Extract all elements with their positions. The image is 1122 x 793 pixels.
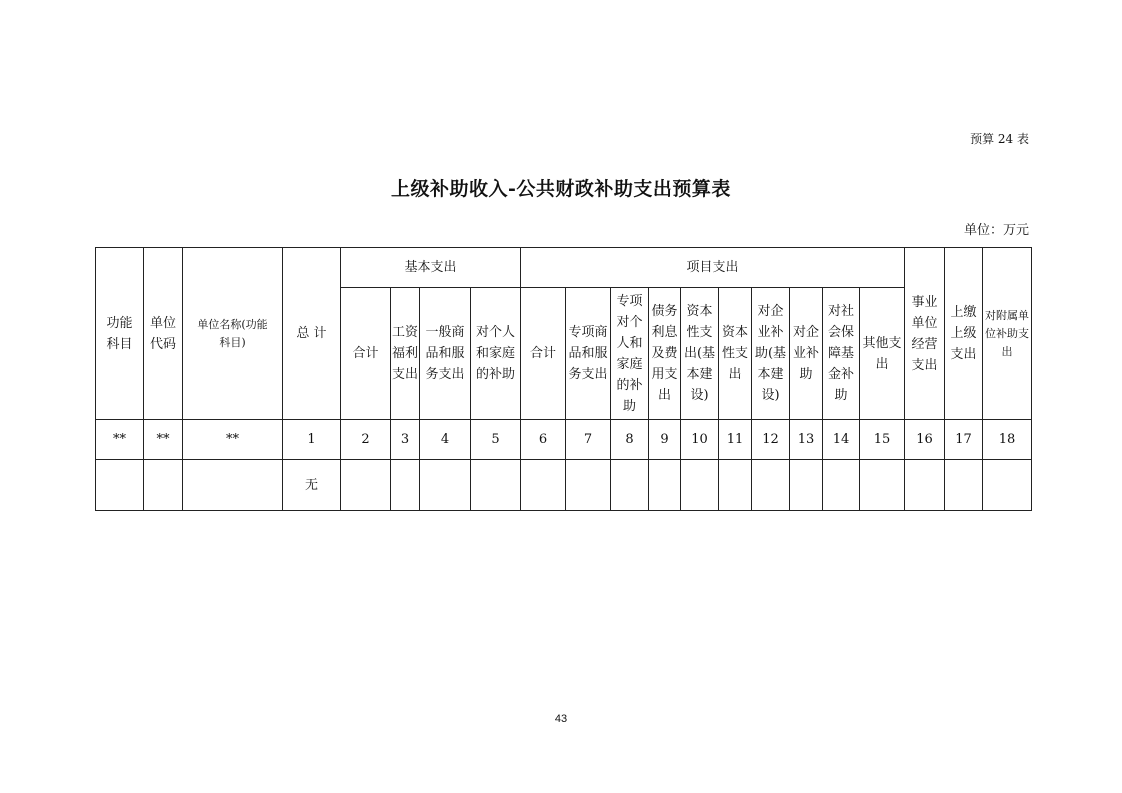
header-basic-wages: 工资福利支出: [391, 288, 420, 420]
index-cell: **: [183, 420, 283, 460]
header-project-enterprise-construction: 对企业补助(基本建设): [752, 288, 790, 420]
index-cell: 15: [860, 420, 905, 460]
data-cell: [341, 460, 391, 511]
header-project-capital: 资本性支出: [719, 288, 752, 420]
index-cell: 5: [471, 420, 521, 460]
index-cell: 14: [823, 420, 860, 460]
index-cell: 6: [521, 420, 566, 460]
header-basic-to-individuals: 对个人和家庭的补助: [471, 288, 521, 420]
data-cell: [183, 460, 283, 511]
index-cell: 2: [341, 420, 391, 460]
budget-table: [95, 247, 1032, 511]
index-cell: 18: [983, 420, 1032, 460]
unit-label: 单位：万元: [963, 223, 1029, 238]
data-cell: [905, 460, 945, 511]
header-total: 总 计: [283, 248, 341, 420]
data-cell: [96, 460, 144, 511]
data-cell: [471, 460, 521, 511]
index-row: [96, 420, 1032, 460]
data-cell: [681, 460, 719, 511]
index-cell: 1: [283, 420, 341, 460]
header-basic-group: 基本支出: [341, 248, 521, 288]
data-cell-total: 无: [283, 460, 341, 511]
index-cell: 11: [719, 420, 752, 460]
header-project-other: 其他支出: [860, 288, 905, 420]
header-row-groups: [96, 248, 1032, 288]
index-cell: 4: [420, 420, 471, 460]
header-operating: 事业单位经营支出: [905, 248, 945, 420]
index-cell: 17: [945, 420, 983, 460]
data-cell: [860, 460, 905, 511]
index-cell: 13: [790, 420, 823, 460]
data-cell: [420, 460, 471, 511]
header-project-group: 项目支出: [521, 248, 905, 288]
header-project-subtotal: 合计: [521, 288, 566, 420]
header-project-capital-construction: 资本性支出(基本建设): [681, 288, 719, 420]
data-cell: [611, 460, 649, 511]
index-cell: 8: [611, 420, 649, 460]
data-cell: [719, 460, 752, 511]
data-cell: [521, 460, 566, 511]
form-number: 预算 24 表: [970, 132, 1029, 146]
data-cell: [649, 460, 681, 511]
index-cell: 12: [752, 420, 790, 460]
header-unit-code: 单位代码: [144, 248, 183, 420]
header-basic-subtotal: 合计: [341, 288, 391, 420]
data-cell: [144, 460, 183, 511]
header-unit-name: 单位名称(功能科目): [183, 248, 283, 420]
page-title: 上级补助收入-公共财政补助支出预算表: [391, 178, 731, 200]
index-cell: 16: [905, 420, 945, 460]
index-cell: 10: [681, 420, 719, 460]
data-cell: [391, 460, 420, 511]
index-cell: **: [144, 420, 183, 460]
header-func-subject: 功能科目: [96, 248, 144, 420]
data-cell: [945, 460, 983, 511]
data-cell: [790, 460, 823, 511]
index-cell: 3: [391, 420, 420, 460]
header-basic-goods-services: 一般商品和服务支出: [420, 288, 471, 420]
data-row: [96, 460, 1032, 511]
header-project-enterprise: 对企业补助: [790, 288, 823, 420]
data-cell: [752, 460, 790, 511]
header-project-debt-interest: 债务利息及费用支出: [649, 288, 681, 420]
header-project-special-goods: 专项商品和服务支出: [566, 288, 611, 420]
index-cell: **: [96, 420, 144, 460]
data-cell: [823, 460, 860, 511]
data-cell: [983, 460, 1032, 511]
header-project-social-security: 对社会保障基金补助: [823, 288, 860, 420]
header-project-special-individuals: 专项对个人和家庭的补助: [611, 288, 649, 420]
header-affiliates: 对附属单位补助支出: [983, 248, 1032, 420]
index-cell: 9: [649, 420, 681, 460]
data-cell: [566, 460, 611, 511]
header-upper: 上缴上级支出: [945, 248, 983, 420]
page-number: 43: [554, 713, 568, 725]
index-cell: 7: [566, 420, 611, 460]
